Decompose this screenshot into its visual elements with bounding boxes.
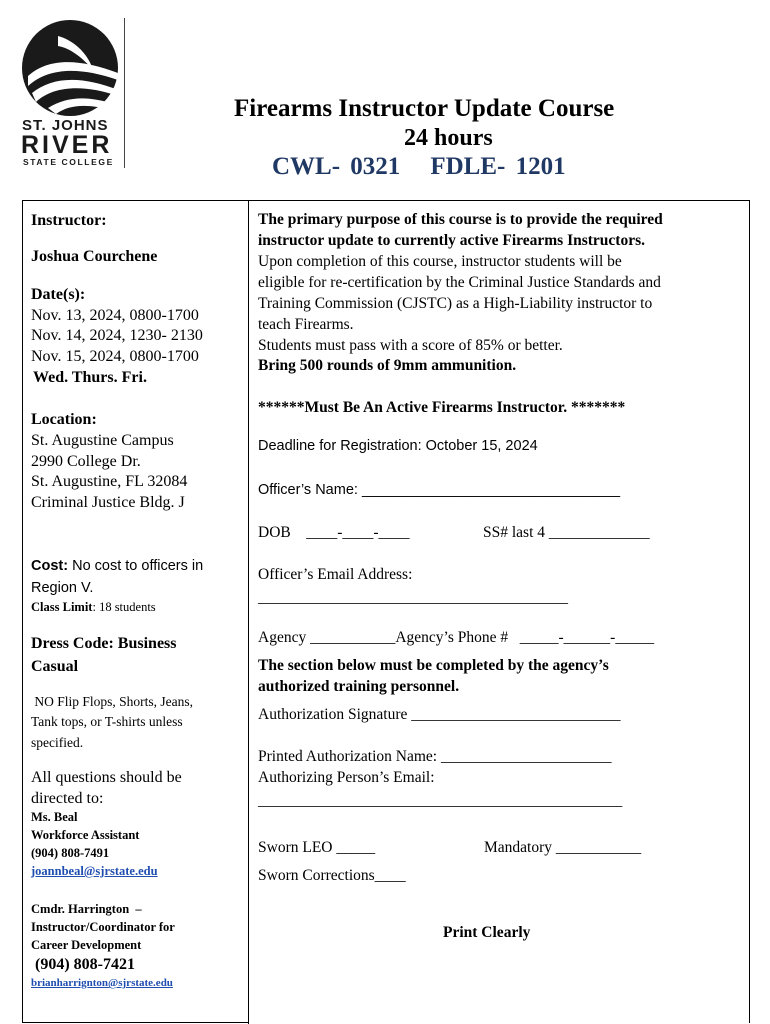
logo-divider	[124, 18, 125, 168]
class-limit	[31, 598, 156, 616]
sworn-leo-field[interactable]: Sworn LEO _____	[258, 839, 376, 856]
date-3: Nov. 15, 2024, 0800-1700	[31, 348, 199, 365]
officer-email-field[interactable]: ________________________________________	[258, 589, 568, 606]
location-2: 2990 College Dr.	[31, 453, 141, 470]
logo-line1: ST. JOHNS	[22, 117, 109, 134]
date-2: Nov. 14, 2024, 1230- 2130	[31, 327, 203, 344]
purpose-bold-2: instructor update to currently active Firearms Instructors.	[258, 232, 646, 249]
sworn-corrections-field[interactable]: Sworn Corrections____	[258, 867, 406, 884]
contact2-phone: (904) 808-7421	[35, 956, 135, 973]
authorization-signature-field[interactable]: Authorization Signature ___________________________	[258, 706, 621, 723]
auth-email-field[interactable]: _______________________________________________	[258, 792, 623, 809]
agency-field[interactable]: Agency ___________Agency’s Phone # _____-______-_____	[258, 629, 655, 646]
questions-2: directed to:	[31, 790, 104, 807]
location-3: St. Augustine, FL 32084	[31, 473, 188, 490]
logo-line3: STATE COLLEGE	[23, 157, 114, 167]
cwl-code: CWL- 0321	[272, 153, 401, 180]
purpose-2: eligible for re-certification by the Criminal Justice Standards and	[258, 274, 661, 291]
registration-deadline: Deadline for Registration: October 15, 2024	[258, 438, 538, 454]
purpose-1: Upon completion of this course, instructor students will be	[258, 253, 622, 270]
contact2-title1: Instructor/Coordinator for	[31, 920, 175, 934]
dress-note-2: Tank tops, or T-shirts unless	[31, 714, 183, 729]
cost-label: Cost:	[31, 558, 69, 574]
questions-1: All questions should be	[31, 769, 182, 786]
instructor-label: Instructor:	[31, 212, 107, 229]
fdle-code: FDLE- 1201	[430, 153, 566, 180]
agency-section-1: The section below must be completed by the agency’s	[258, 657, 609, 674]
location-label: Location:	[31, 411, 97, 428]
agency-section-2: authorized training personnel.	[258, 678, 460, 695]
dates-label: Date(s):	[31, 286, 86, 303]
cost-text-2: Region V.	[31, 580, 94, 596]
purpose-5: Students must pass with a score of 85% or better.	[258, 337, 563, 354]
ammo-note: Bring 500 rounds of 9mm ammunition.	[258, 357, 517, 374]
officer-name-field[interactable]: Officer’s Name: ________________________________	[258, 482, 621, 498]
course-title: Firearms Instructor Update Course	[234, 95, 615, 122]
ssn-field[interactable]: SS# last 4 _____________	[483, 524, 650, 541]
contact2-title2: Career Development	[31, 938, 142, 952]
purpose-4: teach Firearms.	[258, 316, 354, 333]
cost	[31, 556, 203, 576]
date-1: Nov. 13, 2024, 0800-1700	[31, 307, 199, 324]
contact1-title: Workforce Assistant	[31, 828, 140, 842]
dress-note-1: NO Flip Flops, Shorts, Jeans,	[31, 694, 194, 709]
active-instructor-note: ******Must Be An Active Firearms Instructor. *******	[258, 399, 626, 416]
class-limit-label: Class Limit	[31, 600, 93, 614]
location-1: St. Augustine Campus	[31, 432, 174, 449]
contact1-phone: (904) 808-7491	[31, 846, 110, 860]
mandatory-field[interactable]: Mandatory ___________	[484, 839, 642, 856]
contact1-email-link[interactable]: joannbeal@sjrstate.edu	[31, 864, 158, 878]
print-clearly-note: Print Clearly	[443, 924, 531, 941]
dress-note-3: specified.	[31, 735, 84, 750]
purpose-3: Training Commission (CJSTC) as a High-Liability instructor to	[258, 295, 653, 312]
auth-email-label: Authorizing Person’s Email:	[258, 769, 435, 786]
officer-email-label: Officer’s Email Address:	[258, 566, 413, 583]
printed-auth-name-field[interactable]: Printed Authorization Name: ______________________	[258, 748, 612, 765]
column-divider	[248, 200, 249, 1024]
contact2-email-link[interactable]: brianharrignton@sjrstate.edu	[31, 977, 173, 989]
course-codes	[272, 153, 596, 181]
days: Wed. Thurs. Fri.	[33, 369, 147, 386]
class-limit-text: : 18 students	[92, 600, 156, 614]
dob-field[interactable]: DOB ____-____-____	[258, 524, 410, 541]
instructor-name: Joshua Courchene	[31, 248, 158, 265]
cost-text: No cost to officers in	[68, 558, 204, 574]
contact2-name: Cmdr. Harrington –	[31, 902, 142, 916]
dress-code-1: Dress Code: Business	[31, 635, 177, 652]
logo-line2: RIVER	[21, 131, 113, 159]
left-bottom-border	[22, 1022, 249, 1023]
purpose-bold-1: The primary purpose of this course is to provide the required	[258, 211, 663, 228]
location-4: Criminal Justice Bldg. J	[31, 494, 185, 511]
dress-code-2: Casual	[31, 658, 79, 675]
course-hours: 24 hours	[404, 125, 493, 151]
contact1-name: Ms. Beal	[31, 810, 78, 824]
